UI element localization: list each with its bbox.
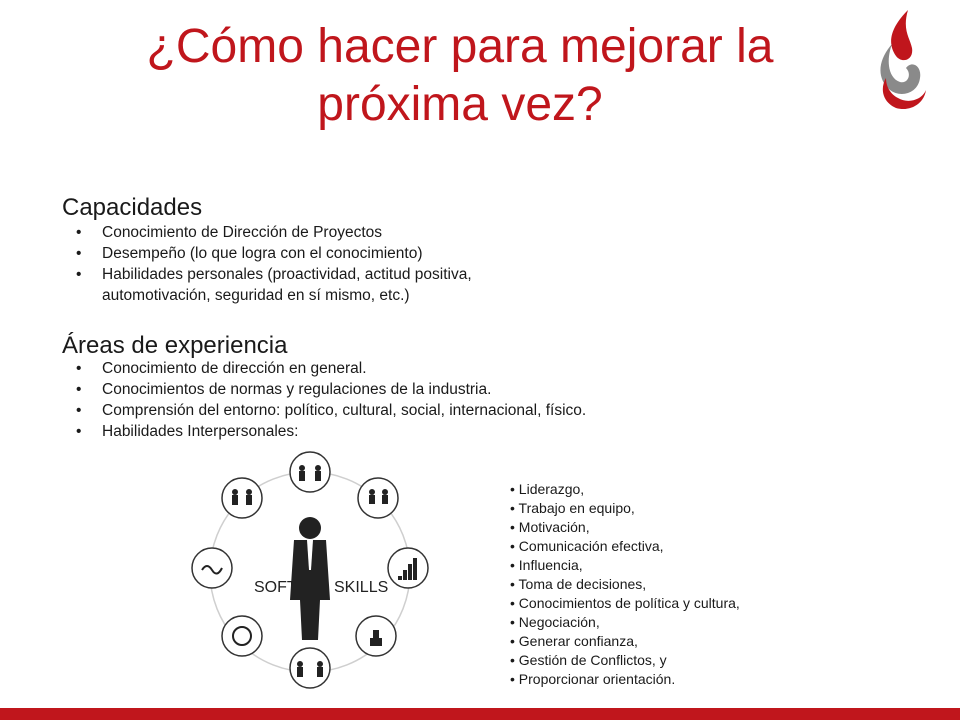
list-item: • Toma de decisiones, (510, 575, 740, 594)
list-item: • Comprensión del entorno: político, cultural, social, internacional, físico. (76, 400, 586, 421)
list-item: • Proporcionar orientación. (510, 670, 740, 689)
diagram-label-soft: SOFT (254, 579, 297, 596)
list-item-continuation (76, 285, 472, 306)
list-item: • Conocimientos de política y cultura, (510, 594, 740, 613)
list-item: • Habilidades Interpersonales: (76, 421, 586, 442)
growth-icon (290, 452, 330, 492)
soft-skills-diagram (190, 440, 430, 695)
negotiation-icon (290, 648, 330, 688)
diagram-label-skills: SKILLS (334, 579, 389, 596)
list-item: • Influencia, (510, 556, 740, 575)
list-item: • Generar confianza, (510, 632, 740, 651)
list-item-text: automotivación, seguridad en sí mismo, etc.) (102, 287, 410, 304)
flame-logo-icon (872, 8, 936, 112)
areas-heading: Áreas de experiencia (62, 332, 288, 359)
areas-list (76, 358, 586, 442)
list-item: • Habilidades personales (proactividad, actitud positiva, (76, 264, 472, 285)
time-management-icon (222, 616, 262, 656)
list-item: • Comunicación efectiva, (510, 537, 740, 556)
list-item: • Negociación, (510, 613, 740, 632)
creativity-icon (192, 548, 232, 588)
list-item: • Motivación, (510, 518, 740, 537)
capacidades-heading: Capacidades (62, 194, 203, 221)
list-item: • Desempeño (lo que logra con el conocimiento) (76, 243, 472, 264)
coaching-icon (358, 478, 398, 518)
communication-icon (222, 478, 262, 518)
soft-skills-list (510, 480, 740, 689)
list-item: • Conocimiento de dirección en general. (76, 358, 586, 379)
capacidades-list (76, 222, 472, 306)
slide-title: ¿Cómo hacer para mejorar la próxima vez? (146, 20, 774, 131)
list-item: • Gestión de Conflictos, y (510, 651, 740, 670)
list-item: • Trabajo en equipo, (510, 499, 740, 518)
list-item: • Conocimientos de normas y regulaciones de la industria. (76, 379, 586, 400)
footer-bar (0, 708, 960, 720)
list-item: • Liderazgo, (510, 480, 740, 499)
list-item: • Conocimiento de Dirección de Proyectos (76, 222, 472, 243)
